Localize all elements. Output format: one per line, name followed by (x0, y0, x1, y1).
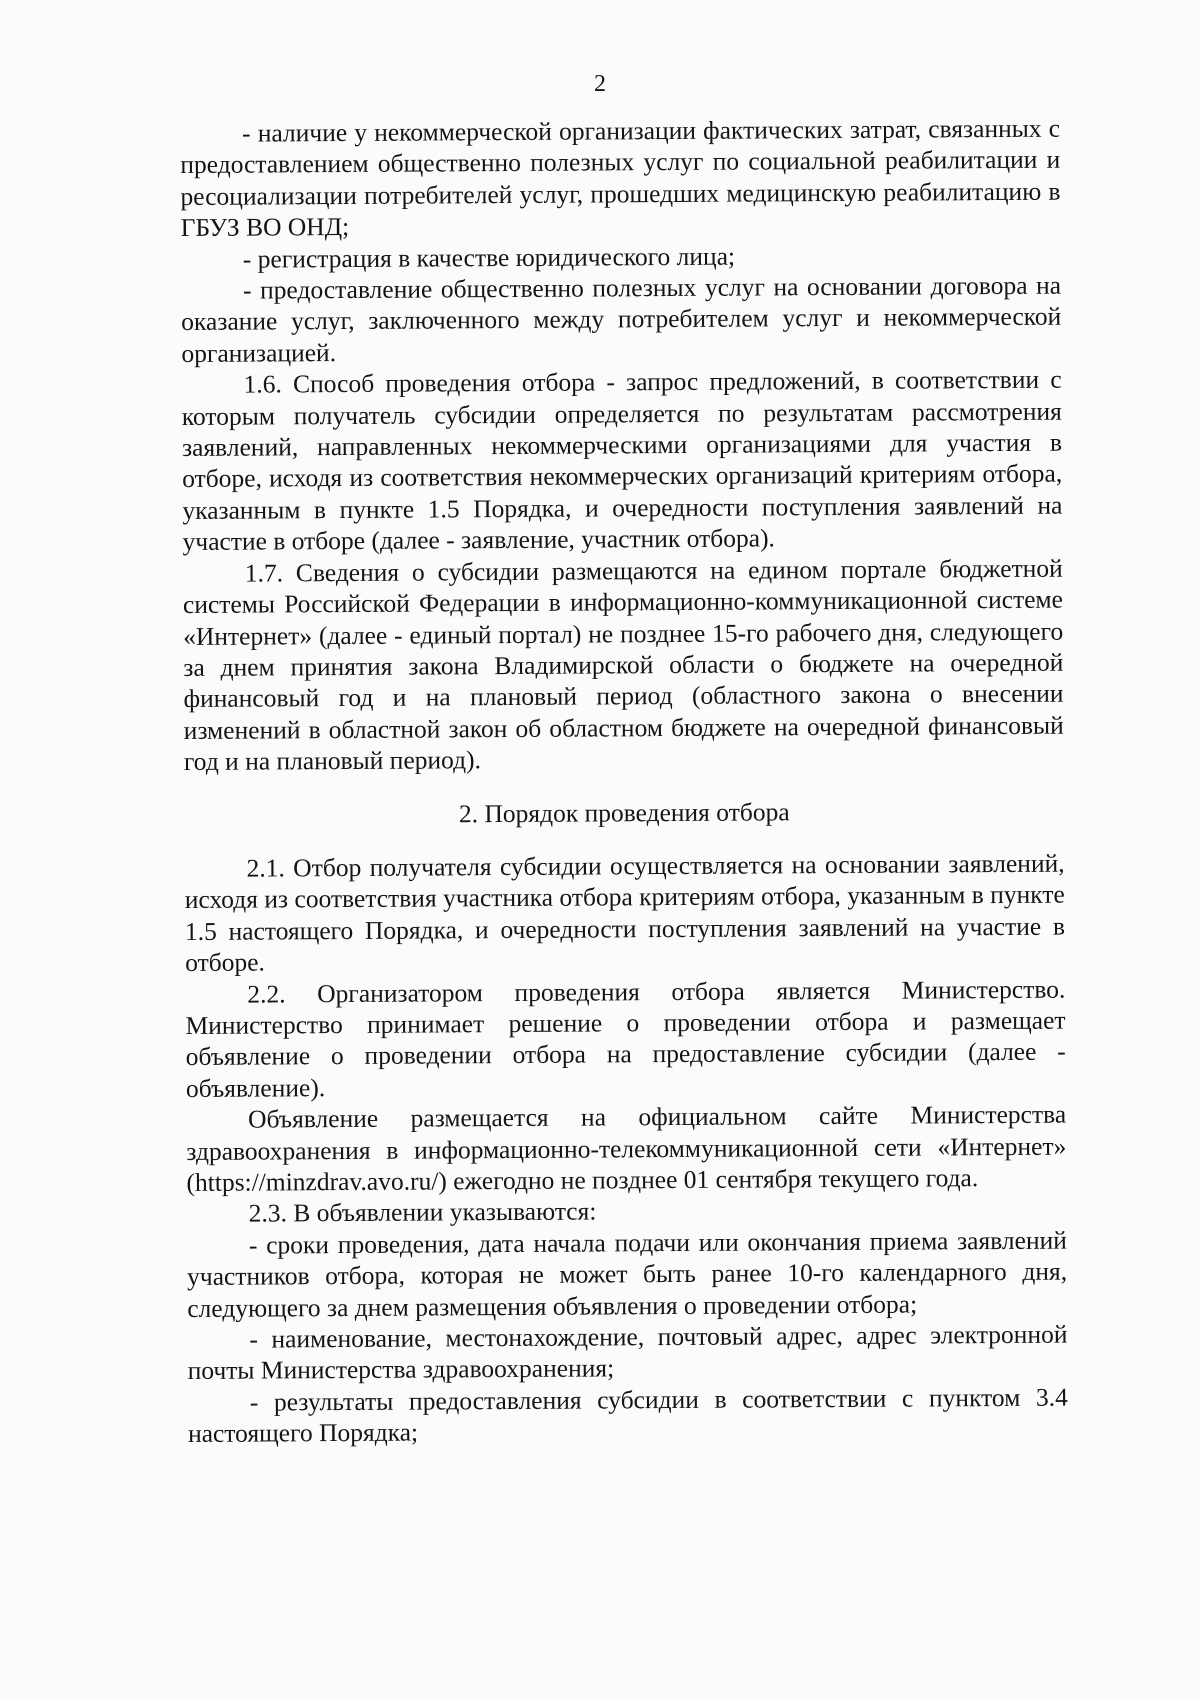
paragraph-1-7: 1.7. Сведения о субсидии размещаются на едином портале бюджетной системы Российской Федерации в информационно-коммуникационной системе «Интернет» (далее - единый портал) не позднее 15-го рабочего дня, следующего за днем принятия закона Владимирской области о бюджете на очередной финансовый год и на плановый период (областного закона о внесении изменений в областной закон об областном бюджете на очередной финансовый год и на плановый период). (182, 553, 1064, 777)
paragraph-1-6: 1.6. Способ проведения отбора - запрос предложений, в соответствии с которым получатель субсидии определяется по результатам рассмотрения заявлений, направленных некоммерческими организациями для участия в отборе, исходя из соответствия некоммерческих организаций критериям отбора, указанным в пункте 1.5 Порядка, и очередности поступления заявлений на участие в отборе (далее - заявление, участник отбора). (181, 364, 1063, 557)
paragraph-ministry-details: - наименование, местонахождение, почтовый адрес, адрес электронной почты Министерства здравоохранения; (187, 1319, 1068, 1386)
page-number: 2 (594, 71, 606, 97)
paragraph-criterion-contract: - предоставление общественно полезных услуг на основании договора на оказание услуг, заключенного между потребителем услуг и некоммерческой организацией. (181, 270, 1062, 368)
paragraph-terms: - сроки проведения, дата начала подачи или окончания приема заявлений участников отбора, которая не может быть ранее 10-го календарного дня, следующего за днем размещения объявления о проведении отбора; (186, 1225, 1068, 1323)
paragraph-criterion-costs: - наличие у некоммерческой организации фактических затрат, связанных с предоставлением общественно полезных услуг по социальной реабилитации и ресоциализации потребителей услуг, прошедших медицинскую реабилитацию в ГБУЗ ВО ОНД; (180, 113, 1061, 243)
paragraph-criterion-registration: - регистрация в качестве юридического лица; (242, 241, 736, 274)
paragraph-2-1: 2.1. Отбор получателя субсидии осуществляется на основании заявлений, исходя из соответствия участника отбора критериям отбора, указанным в пункте 1.5 настоящего Порядка, и очередности поступления заявлений на участие в отборе. (184, 848, 1066, 978)
paragraph-results: - результаты предоставления субсидии в соответствии с пунктом 3.4 настоящего Порядка; (187, 1382, 1068, 1449)
paragraph-2-2: 2.2. Организатором проведения отбора является Министерство. Министерство принимает решение о проведении отбора и размещает объявление о проведении отбора на предоставление субсидии (далее - объявление). (185, 974, 1066, 1103)
section-heading: 2. Порядок проведения отбора (458, 796, 790, 828)
document-body (180, 113, 1068, 1450)
paragraph-announcement: Объявление размещается на официальном сайте Министерства здравоохранения в информационно-телекоммуникационной сети «Интернет» (https://minzdrav.avo.ru/) ежегодно не позднее 01 сентября текущего года. (186, 1099, 1067, 1197)
paragraph-2-3: 2.3. В объявлении указываются: (248, 1196, 597, 1229)
